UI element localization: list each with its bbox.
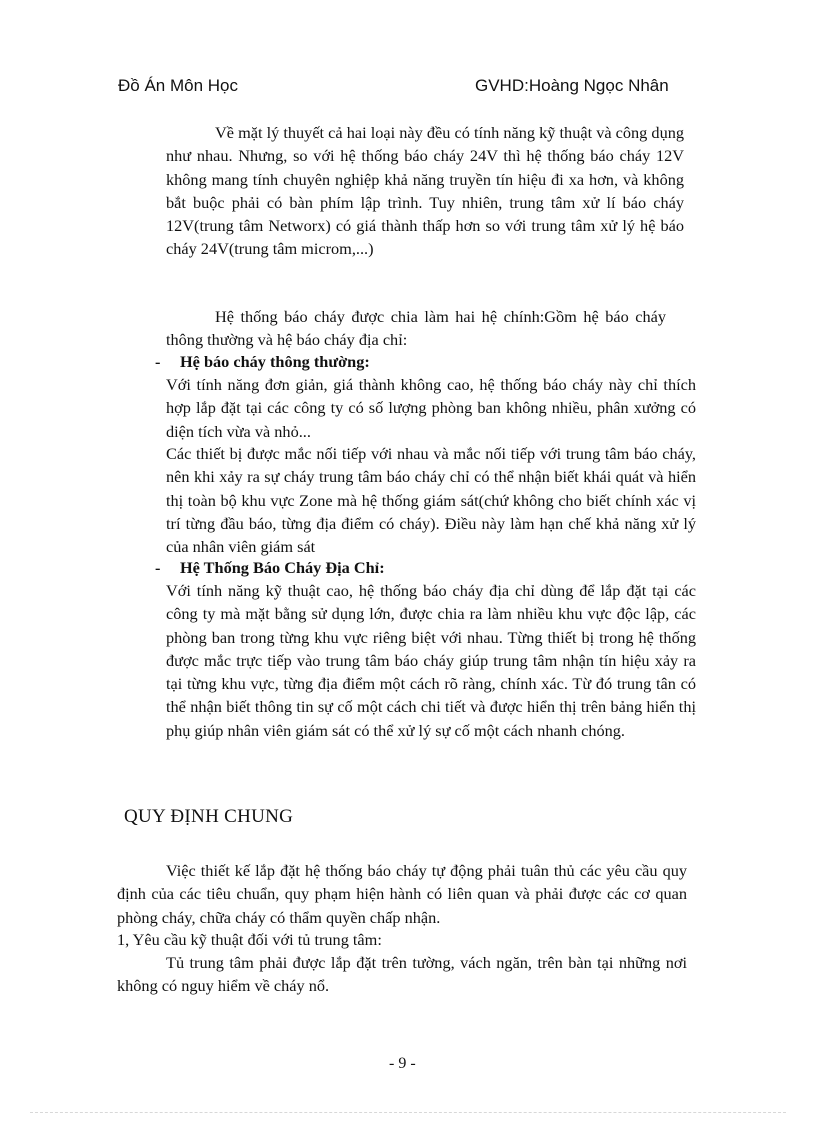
conventional-paragraph-1: Với tính năng đơn giản, giá thành không cao, hệ thống báo cháy này chỉ thích hợp lắp đặt tại các công ty có số lượng phòng ban không nhiều, phân xưởng có diện tích vừa và nhỏ... — [166, 375, 696, 441]
page-number: - 9 - — [389, 1055, 416, 1072]
requirement-item-1-text: Tủ trung tâm phải được lắp đặt trên tường, vách ngăn, trên bàn tại những nơi không có nguy hiểm về cháy nổ. — [117, 953, 687, 996]
systems-intro-paragraph: Hệ thống báo cháy được chia làm hai hệ chính:Gồm hệ báo cháy thông thường và hệ báo cháy địa chỉ: — [166, 307, 666, 350]
header-course-title: Đồ Án Môn Học — [118, 76, 238, 95]
requirement-item-1: 1, Yêu cầu kỹ thuật đối với tủ trung tâm: — [117, 930, 382, 949]
addressable-paragraph: Với tính năng kỹ thuật cao, hệ thống báo cháy địa chỉ dùng để lắp đặt tại các công ty mà mặt bằng sử dụng lớn, được chia ra làm nhiều khu vực độc lập, các phòng ban trong từng khu vực riêng biệt với nhau. Từng thiết bị trong hệ thống được mắc trực tiếp vào trung tâm báo cháy giúp trung tâm nhận tín hiệu xảy ra tại từng khu vực, từng địa điểm một cách rõ ràng, chính xác. Từ đó trung tân có thể nhận biết thông tin sự cố một cách chi tiết và được hiển thị trên bảng hiển thị phụ giúp nhân viên giám sát có thể xử lý sự cố một cách nhanh chóng. — [166, 581, 696, 740]
section-title: QUY ĐỊNH CHUNG — [124, 806, 294, 827]
intro-paragraph: Về mặt lý thuyết cả hai loại này đều có tính năng kỹ thuật và công dụng như nhau. Nhưng, so với hệ thống báo cháy 24V thì hệ thống báo cháy 12V không mang tính chuyên nghiệp khả năng truyền tín hiệu đi xa hơn, và không bắt buộc phải có bàn phím lập trình. Tuy nhiên, trung tâm xử lí báo cháy 12V(trung tâm Networx) có giá thành thấp hơn so với trung tâm xử lý hệ báo cháy 24V(trung tâm microm,...) — [166, 123, 684, 259]
page-bottom-divider — [30, 1112, 786, 1113]
addressable-heading: Hệ Thống Báo Cháy Địa Chỉ: — [180, 558, 385, 577]
bullet-dash: - — [155, 558, 161, 577]
section-paragraph: Việc thiết kế lắp đặt hệ thống báo cháy tự động phải tuân thủ các yêu cầu quy định của các tiêu chuẩn, quy phạm hiện hành có liên quan và phải được các cơ quan phòng cháy, chữa cháy có thẩm quyền chấp nhận. — [117, 861, 687, 927]
header-instructor: GVHD:Hoàng Ngọc Nhân — [475, 76, 669, 95]
conventional-paragraph-2: Các thiết bị được mắc nối tiếp với nhau và mắc nối tiếp với trung tâm báo cháy, nên khi xảy ra sự cháy trung tâm báo cháy chỉ có thể nhận biết khái quát và hiển thị toàn bộ khu vực Zone mà hệ thống giám sát(chứ không cho biết chính xác vị trí từng đầu báo, từng địa điểm có cháy). Điều này làm hạn chế khả năng xử lý của nhân viên giám sát — [166, 444, 696, 557]
conventional-heading: Hệ báo cháy thông thường: — [180, 352, 370, 371]
bullet-dash: - — [155, 352, 161, 371]
